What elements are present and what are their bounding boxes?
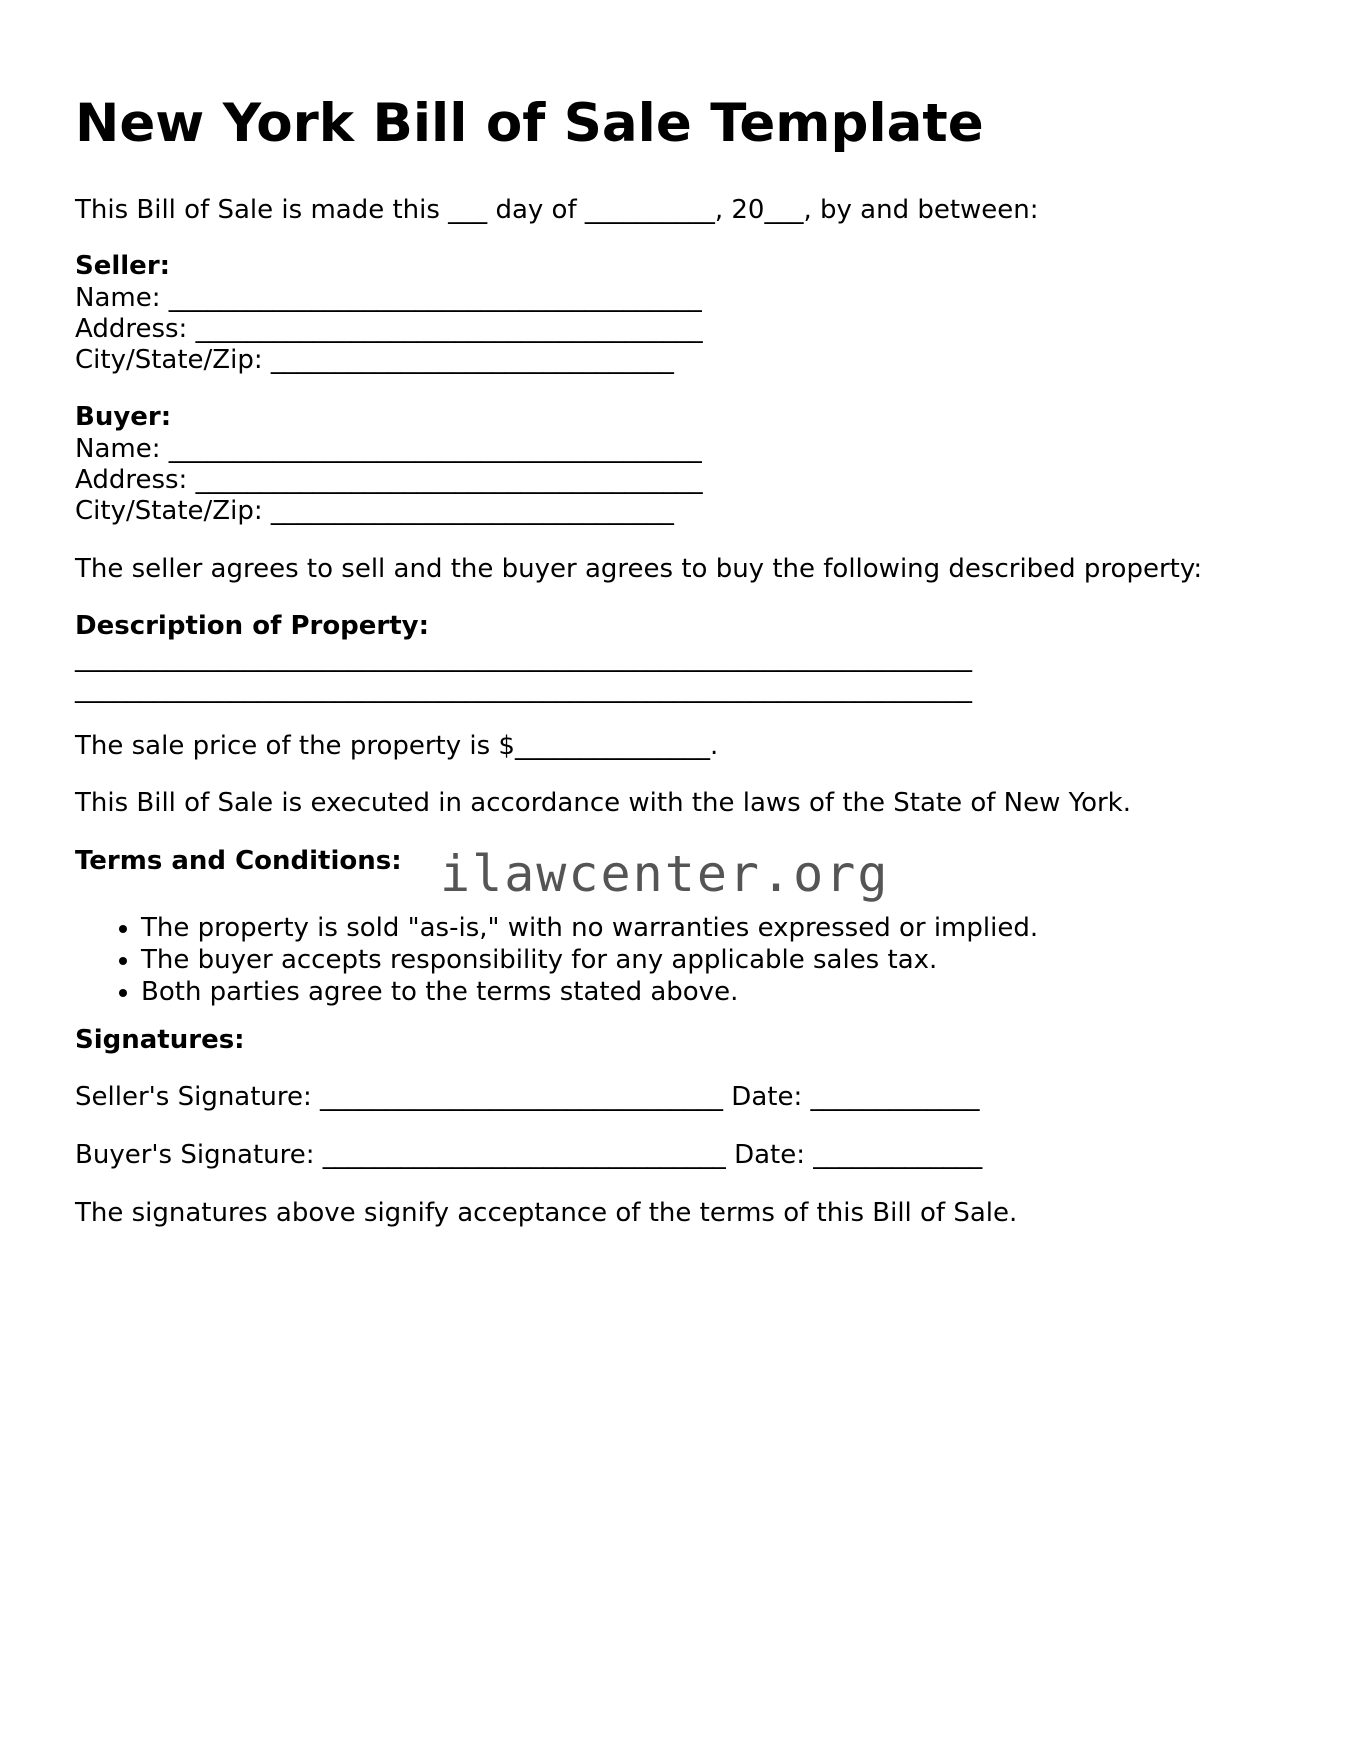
sale-price-text: The sale price of the property is $_______________. [75,731,719,761]
description-line-2: _____________________________________________________________________ [75,674,972,704]
governing-law-text: This Bill of Sale is executed in accordance with the laws of the State of New York. [75,788,1131,818]
agreement-text: The seller agrees to sell and the buyer agrees to buy the following described property: [75,554,1203,584]
seller-heading: Seller: [75,251,171,281]
buyer-address-field: Address: _______________________________________ [75,465,703,495]
terms-heading: Terms and Conditions: [75,846,402,876]
signatures-heading: Signatures: [75,1025,245,1055]
buyer-heading: Buyer: [75,402,172,432]
seller-address-field: Address: _______________________________________ [75,314,703,344]
watermark: ilawcenter.org [440,845,890,903]
seller-name-field: Name: _________________________________________ [75,283,702,313]
intro-text: This Bill of Sale is made this ___ day of __________, 20___, by and between: [75,195,1039,225]
buyer-name-field: Name: _________________________________________ [75,434,702,464]
terms-item-sales-tax: • The buyer accepts responsibility for any applicable sales tax. [141,944,1038,976]
document-title: New York Bill of Sale Template [75,93,984,154]
seller-city-state-zip-field: City/State/Zip: _______________________________ [75,345,674,375]
closing-text: The signatures above signify acceptance of the terms of this Bill of Sale. [75,1198,1018,1228]
buyer-city-state-zip-field: City/State/Zip: _______________________________ [75,496,674,526]
description-heading: Description of Property: [75,611,430,641]
description-line-1: _____________________________________________________________________ [75,643,972,673]
terms-list [75,912,1038,1008]
terms-item-as-is: • The property is sold "as-is," with no warranties expressed or implied. [141,912,1038,944]
seller-signature-line: Seller's Signature: _______________________________ Date: _____________ [75,1082,980,1112]
terms-item-agreement: • Both parties agree to the terms stated above. [141,976,1038,1008]
buyer-signature-line: Buyer's Signature: _______________________________ Date: _____________ [75,1140,983,1170]
